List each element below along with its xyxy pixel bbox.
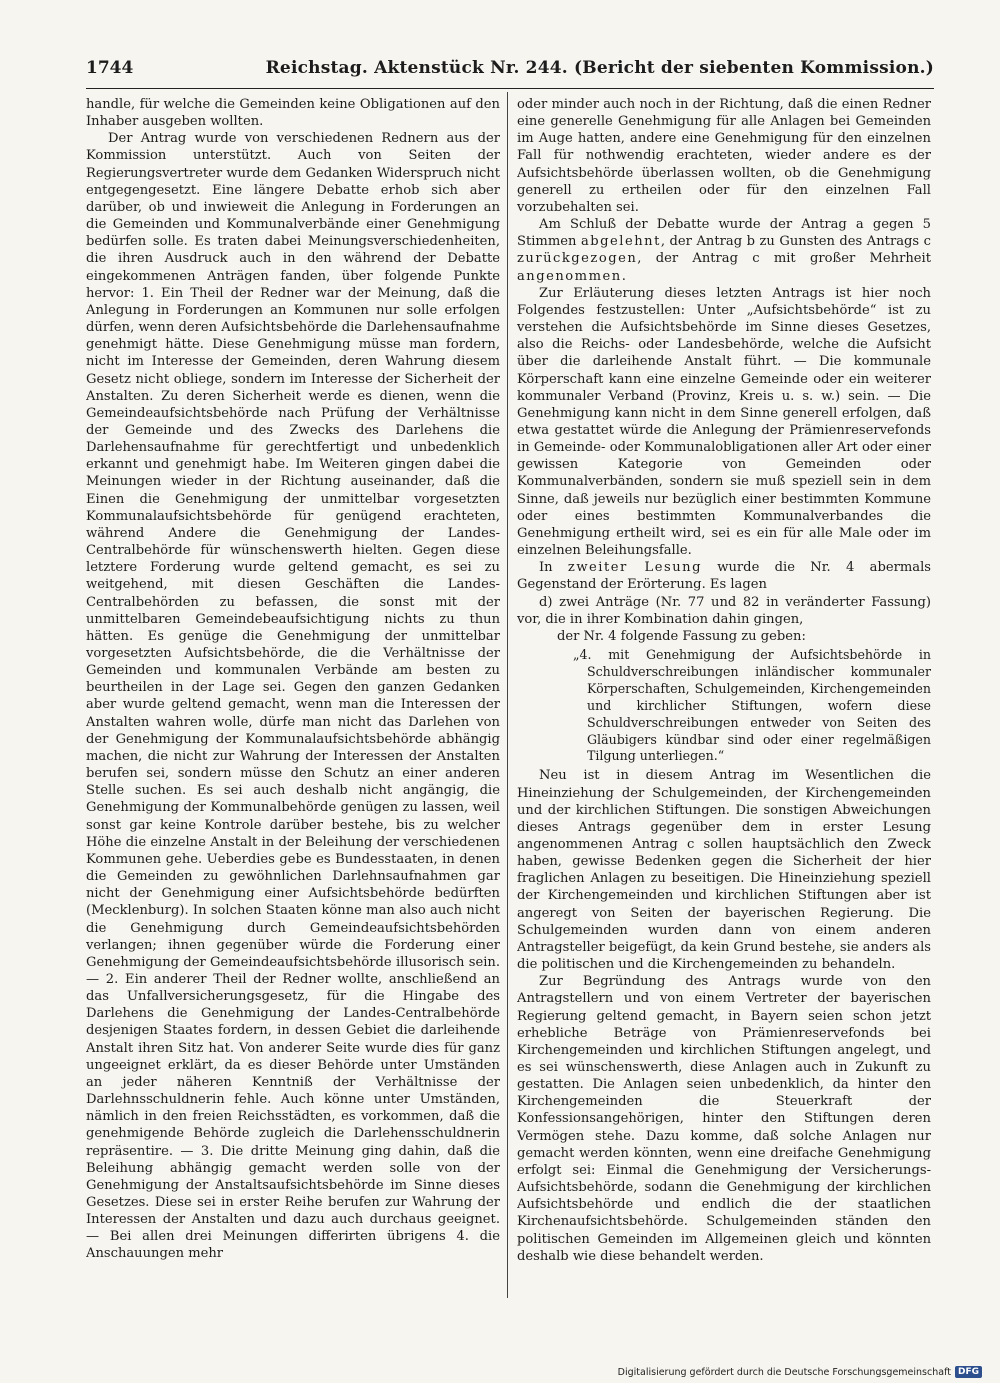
column-divider	[507, 92, 508, 1298]
paragraph: Der Antrag wurde von verschiedenen Rednern aus der Kommission unterstützt. Auch von Seiten der Regierungsvertreter wurde dem Gedanken Widerspruch nicht entgegengesetzt. Eine längere Debatte erhob sich aber darüber, ob und inwieweit die Anlegung in Forderungen an die Gemeinden und Kommunalverbände einer Genehmigung bedürfen solle. Es traten dabei Meinungsverschiedenheiten, die ihren Ausdruck auch in den während der Debatte eingekommenen Anträgen fanden, über folgende Punkte hervor: 1. Ein Theil der Redner war der Meinung, daß die Anlegung in Forderungen an Kommunen nur solle erfolgen dürfen, wenn deren Aufsichtsbehörde die Darlehensaufnahme genehmigt hätte. Diese Genehmigung müsse man fordern, nicht im Interesse der Gemeinden, deren Wahrung diesem Gesetz nicht obliege, sondern im Interesse der Sicherheit der Anstalten. Zu deren Sicherheit werde es dienen, wenn die Gemeindeaufsichtsbehörde nach Prüfung der Verhältnisse der Gemeinde und des Zwecks des Darlehens die Darlehensaufnahme für gerechtfertigt und unbedenklich erkannt und genehmigt habe. Im Weiteren gingen dabei die Meinungen wieder in der Richtung auseinander, daß die Einen die Genehmigung der unmittelbar vorgesetzten Kommunalaufsichtsbehörde für genügend erachteten, während Andere die Genehmigung der Landes-Centralbehörde für wünschenswerth hielten. Gegen diese letztere Forderung wurde geltend gemacht, es sei zu weitgehend, mit diesen Geschäften die Landes-Centralbehörden zu befassen, die sonst mit der unmittelbaren Gemeindebeaufsichtigung nichts zu thun hätten. Es genüge die Genehmigung der unmittelbar vorgesetzten Aufsichtsbehörde, die die Verhältnisse der Gemeinden und kommunalen Verbände am besten zu beurtheilen in der Lage sei. Gegen den ganzen Gedanken aber wurde geltend gemacht, wenn man die Interessen der Anstalten wahren wolle, dürfe man nicht das Darlehen von der Genehmigung der Kommunalaufsichtsbehörde abhängig machen, die nicht zur Wahrung der Interessen der Anstalten berufen sei, sondern müsse den Schutz an einer anderen Stelle suchen. Es sei auch deshalb nicht angängig, die Genehmigung der Kommunalbehörde genügen zu lassen, weil sonst gar keine Kontrole darüber bestehe, bis zu welcher Höhe die einzelne Anstalt in der Beleihung der verschiedenen Kommunen gehe. Ueberdies gebe es Bundesstaaten, in denen die Gemeinden zu gewöhnlichen Darlehnsaufnahmen gar nicht der Genehmigung einer Aufsichtsbehörde bedürften (Mecklenburg). In solchen Staaten könne man also auch nicht die Genehmigung durch Gemeindeaufsichtsbehörden verlangen; ihnen gegenüber würde die Forderung einer Genehmigung der Gemeindeaufsichtsbehörde illusorisch sein. — 2. Ein anderer Theil der Redner wollte, anschließend an das Unfallversicherungsgesetz, für die Hingabe des Darlehens die Genehmigung der Landes-Centralbehörde desjenigen Staates fordern, in dessen Gebiet die darleihende Anstalt ihren Sitz hat. Von anderer Seite wurde dies für ganz ungeeignet erklärt, da es dieser Behörde unter Umständen an jeder näheren Kenntniß der Verhältnisse der Darlehnsschuldnerin fehle. Auch könne unter Umständen, nämlich in den freien Reichsstädten, es vorkommen, daß die genehmigende Behörde zugleich die Darlehensschuldnerin repräsentire. — 3. Die dritte Meinung ging dahin, daß die Beleihung abhängig gemacht werden solle von der Genehmigung der Anstaltsaufsichtsbehörde im Sinne dieses Gesetzes. Diese sei in erster Reihe berufen zur Wahrung der Interessen der Anstalten und dazu auch durchaus geeignet. — Bei allen drei Meinungen differirten übrigens 4. die Anschauungen mehr	[86, 131, 500, 1262]
emphasis-span: angenommen	[517, 268, 622, 284]
page-footer	[618, 1366, 982, 1378]
emphasis-span: zurückgezogen	[517, 251, 638, 267]
page-header	[86, 58, 934, 84]
paragraph	[517, 216, 931, 285]
paragraph	[517, 559, 931, 593]
text-span: Am Schluß der Debatte wurde der Antrag a gegen 5 Stimmen	[517, 217, 931, 250]
footer-credit: Digitalisierung gefördert durch die Deutsche Forschungsgemeinschaft	[617, 1366, 951, 1378]
paragraph: Zur Erläuterung dieses letzten Antrags ist hier noch Folgendes festzustellen: Unter „Aufsichtsbehörde“ ist zu verstehen die Aufsichtsbehörde im Sinne dieses Gesetzes, also die Reichs- oder Landesbehörde, welche die Aufsicht über die darleihende Anstalt führt. — Die kommunale Körperschaft kann eine einzelne Gemeinde oder ein weiterer kommunaler Verband (Provinz, Kreis u. s. w.) sein. — Die Genehmigung kann nicht in dem Sinne generell erfolgen, daß etwa gestattet würde die Anlegung der Prämienreservefonds in Gemeinde- oder Kommunalobligationen aller Art oder einer gewissen Kategorie von Gemeinden oder Kommunalverbänden, sondern sie muß speziell sein in dem Sinne, daß jeweils nur bezüglich einer bestimmten Kommune oder eines bestimmten Kommunalverbandes die Genehmigung ertheilt wird, sei es ein für alle Male oder im einzelnen Beleihungsfalle.	[517, 285, 931, 559]
paragraph: Zur Begründung des Antrags wurde von den Antragstellern und von einem Vertreter der bayerischen Regierung geltend gemacht, in Bayern seien schon jetzt erhebliche Beträge von Prämienreservefonds bei Kirchengemeinden und kirchlichen Stiftungen angelegt, und es sei wünschenswerth, diese Anlagen auch in Zukunft zu gestatten. Die Anlagen seien unbedenklich, da hinter den Kirchengemeinden die Steuerkraft der Konfessionsangehörigen, hinter den Stiftungen deren Vermögen stehe. Dazu komme, daß solche Anlagen nur gemacht werden könnten, wenn eine dreifache Genehmigung erfolgt sei: Einmal die Genehmigung der Versicherungs-Aufsichtsbehörde, sodann die Genehmigung der kirchlichen Aufsichtsbehörde und endlich die der staatlichen Kirchenaufsichtsbehörde. Schulgemeinden ständen den politischen Gemeinden im Allgemeinen gleich und könnten deshalb wie diese behandelt werden.	[517, 974, 931, 1264]
page-title: Reichstag. Aktenstück Nr. 244. (Bericht der siebenten Kommission.)	[265, 58, 934, 78]
text-span: , der Antrag c mit großer Mehrheit	[637, 251, 931, 267]
paragraph: handle, für welche die Gemeinden keine Obligationen auf den Inhaber ausgeben wollten.	[86, 97, 500, 130]
page-number: 1744	[86, 58, 134, 78]
text-span: wurde die Nr. 4 abermals Gegenstand der Erörterung. Es lagen	[517, 560, 931, 593]
text-span: , der Antrag b zu Gunsten des Antrags c	[660, 234, 931, 250]
paragraph: der Nr. 4 folgende Fassung zu geben:	[557, 628, 806, 644]
emphasis-span: abgelehnt	[580, 234, 661, 250]
text-span: In	[539, 560, 568, 576]
paragraph: d) zwei Anträge (Nr. 77 und 82 in veränderter Fassung) vor, die in ihrer Kombination dahin gingen,	[517, 594, 931, 627]
left-column	[86, 96, 500, 1294]
quoted-amendment: „4. mit Genehmigung der Aufsichtsbehörde in Schuldverschreibungen inländischer kommunaler Körperschaften, Schulgemeinden, Kirchengemeinden und kirchlicher Stiftungen, wofern diese Schuldverschreibungen entweder von Seiten des Gläubigers kündbar sind oder einer regelmäßigen Tilgung unterliegen.“	[573, 647, 931, 764]
dfg-logo: DFG	[955, 1366, 982, 1378]
header-rule	[86, 88, 934, 89]
paragraph: oder minder auch noch in der Richtung, daß die einen Redner eine generelle Genehmigung für alle Anlagen bei Gemeinden im Auge hatten, andere eine Genehmigung für den einzelnen Fall für nothwendig erachteten, wieder andere es der Aufsichtsbehörde überlassen wollten, ob die Genehmigung generell zu ertheilen oder für den einzelnen Fall vorzubehalten sei.	[517, 97, 931, 215]
right-column	[517, 96, 931, 1294]
emphasis-span: zweiter Lesung	[567, 560, 702, 576]
text-span: .	[621, 268, 626, 284]
paragraph: Neu ist in diesem Antrag im Wesentlichen die Hineinziehung der Schulgemeinden, der Kirchengemeinden und der kirchlichen Stiftungen. Die sonstigen Abweichungen dieses Antrags gegenüber dem in erster Lesung angenommenen Antrag c sollen hauptsächlich den Zweck haben, gewisse Bedenken gegen die Sicherheit der hier fraglichen Anlagen zu beseitigen. Die Hineinziehung speziell der Kirchengemeinden und kirchlichen Stiftungen aber ist angeregt von Seiten der bayerischen Regierung. Die Schulgemeinden wurden dann von einem anderen Antragsteller beigefügt, da kein Grund bestehe, sie anders als die politischen und die Kirchengemeinden zu behandeln.	[517, 768, 931, 973]
